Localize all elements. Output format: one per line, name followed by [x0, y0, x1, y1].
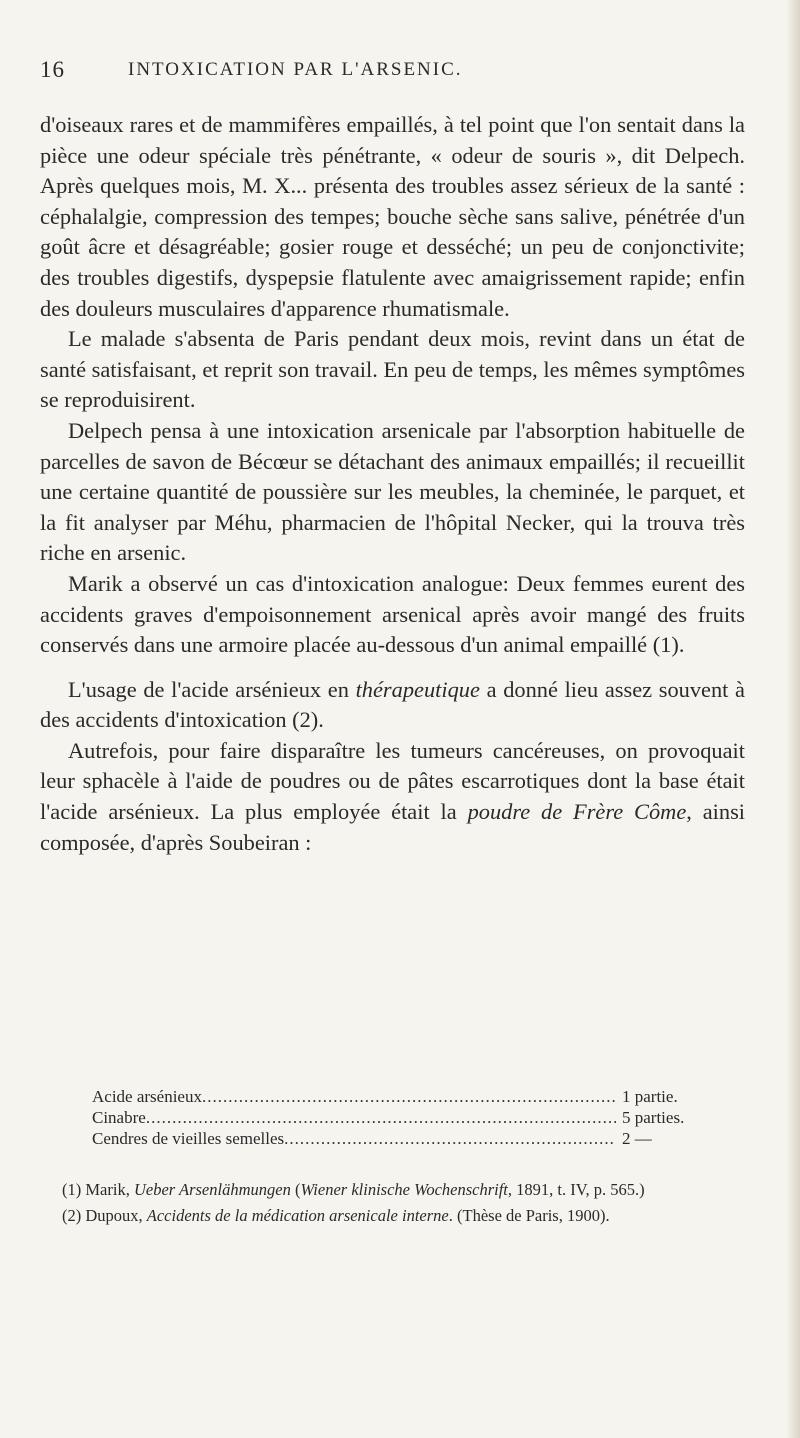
- footnote-2-text-b: . (Thèse de Paris, 1900).: [448, 1206, 610, 1225]
- footnote-1-text-b: (: [290, 1180, 301, 1199]
- recipe-row: [92, 1128, 702, 1149]
- page-edge-shadow: [786, 0, 800, 1438]
- paragraph-5: [40, 675, 745, 736]
- page-header: [40, 57, 745, 87]
- paragraph-5-italic: thérapeutique: [355, 676, 480, 702]
- footnote-1: [40, 1180, 745, 1200]
- recipe-ingredient: Cinabre: [92, 1108, 146, 1127]
- paragraph-5-text-a: L'usage de l'acide arsénieux en: [68, 676, 356, 702]
- paragraph-6-text-a: Autrefois, pour faire disparaître les tumeurs cancéreuses, on provoquait leur sphacèle à l'aide de poudres ou de pâtes escarrotiques dont la base était l'acide arsénieux. La plus employée était la: [40, 737, 745, 825]
- footnote-1-text-c: , 1891, t. IV, p. 565.): [507, 1180, 645, 1199]
- recipe-quantity: 1 partie.: [622, 1087, 678, 1106]
- recipe-row: [92, 1107, 702, 1128]
- paragraph-3: Delpech pensa à une intoxication arsenicale par l'absorption habituelle de parcelles de savon de Bécœur se détachant des animaux empaillés; il recueillit une certaine quantité de poussière sur les meubles, la cheminée, le parquet, et la fit analyser par Méhu, pharmacien de l'hôpital Necker, qui la trouva très riche en arsenic.: [40, 417, 745, 566]
- paragraph-4: Marik a observé un cas d'intoxication analogue: Deux femmes eurent des accidents graves d'empoisonnement arsenical après avoir mangé des fruits conservés dans une armoire placée au-dessous d'un animal empaillé (1).: [40, 570, 745, 658]
- footnote-2-italic-title: Accidents de la médication arsenicale interne: [146, 1206, 449, 1225]
- footnote-1-text-a: (1) Marik,: [62, 1180, 134, 1199]
- dot-leader: [202, 1086, 616, 1107]
- running-title: INTOXICATION PAR L'ARSENIC.: [128, 59, 463, 80]
- footnote-2: [40, 1206, 745, 1226]
- footnote-2-text-a: (2) Dupoux,: [62, 1206, 147, 1225]
- footnote-1-italic-title: Ueber Arsenlähmungen: [133, 1180, 291, 1199]
- paragraph-6: [40, 736, 745, 858]
- paragraph-5-text-b: a donné lieu assez souvent à des accidents d'intoxication (2).: [40, 676, 745, 733]
- recipe-row: [92, 1086, 702, 1107]
- recipe-quantity: 5 parties.: [622, 1108, 685, 1127]
- page-number: 16: [40, 57, 65, 82]
- paragraph-6-italic: poudre de Frère Côme: [467, 799, 687, 825]
- paragraph-6-text-b: , ainsi composée, d'après Soubeiran :: [40, 799, 746, 855]
- dot-leader: [146, 1107, 616, 1128]
- recipe-quantity: 2 —: [622, 1129, 652, 1148]
- recipe-ingredient: Acide arsénieux: [92, 1087, 202, 1106]
- footnote-1-italic-journal: Wiener klinische Wochenschrift: [300, 1180, 508, 1199]
- body-text: [40, 110, 745, 858]
- recipe-table: [92, 1086, 702, 1149]
- recipe-ingredient: Cendres de vieilles semelles: [92, 1129, 285, 1148]
- paragraph-2: Le malade s'absenta de Paris pendant deux mois, revint dans un état de santé satisfaisant, et reprit son travail. En peu de temps, les mêmes symptômes se reproduisirent.: [40, 326, 745, 413]
- dot-leader: [284, 1128, 616, 1149]
- paragraph-1: d'oiseaux rares et de mammifères empaillés, à tel point que l'on sentait dans la pièce une odeur spéciale très pénétrante, « odeur de souris », dit Delpech. Après quelques mois, M. X... présenta des troubles assez sérieux de la santé : céphalalgie, compression des tempes; bouche sèche sans salive, pénétrée d'un goût âcre et désagréable; gosier rouge et desséché; un peu de conjonctivite; des troubles digestifs, dyspepsie flatulente avec amaigrissement rapide; enfin des douleurs musculaires d'apparence rhumatismale.: [40, 112, 745, 321]
- footnotes: [40, 1180, 745, 1226]
